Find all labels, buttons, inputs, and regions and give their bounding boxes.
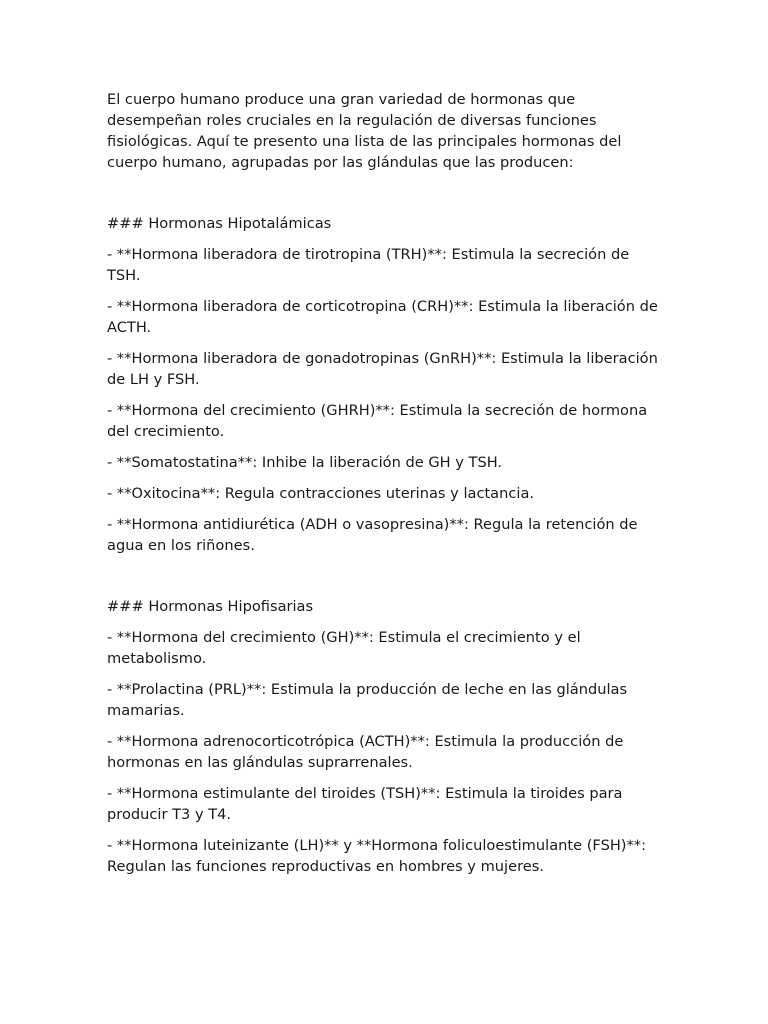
list-item: - **Hormona liberadora de tirotropina (TRH)**: Estimula la secreción de TSH.: [107, 246, 630, 284]
list-item: - **Hormona del crecimiento (GH)**: Estimula el crecimiento y el metabolismo.: [107, 629, 581, 667]
intro-paragraph: El cuerpo humano produce una gran variedad de hormonas que desempeñan roles cruciales en la regulación de diversas funciones fisiológicas. Aquí te presento una lista de las principales hormonas del cuerpo humano, agrupadas por las glándulas que las producen:: [107, 91, 622, 171]
section-heading: ### Hormonas Hipotalámicas: [107, 215, 332, 232]
section-spacer: [107, 566, 667, 596]
list-item: - **Oxitocina**: Regula contracciones uterinas y lactancia.: [107, 485, 535, 502]
list-item: - **Somatostatina**: Inhibe la liberación de GH y TSH.: [107, 454, 503, 471]
list-item: - **Hormona estimulante del tiroides (TSH)**: Estimula la tiroides para producir T3 y T4.: [107, 785, 623, 823]
section-hipofisarias: [107, 596, 667, 877]
list-item: - **Hormona liberadora de corticotropina (CRH)**: Estimula la liberación de ACTH.: [107, 298, 658, 336]
list-item: - **Hormona liberadora de gonadotropinas (GnRH)**: Estimula la liberación de LH y FSH.: [107, 350, 658, 388]
section-heading: ### Hormonas Hipofisarias: [107, 598, 314, 615]
list-item: - **Hormona luteinizante (LH)** y **Hormona foliculoestimulante (FSH)**: Regulan las funciones reproductivas en hombres y mujeres.: [107, 837, 647, 875]
section-hipotalamicas: [107, 213, 667, 556]
document-body: [107, 89, 667, 887]
list-item: - **Prolactina (PRL)**: Estimula la producción de leche en las glándulas mamarias.: [107, 681, 628, 719]
list-item: - **Hormona adrenocorticotrópica (ACTH)**: Estimula la producción de hormonas en las glándulas suprarrenales.: [107, 733, 624, 771]
list-item: - **Hormona antidiurética (ADH o vasopresina)**: Regula la retención de agua en los riñones.: [107, 516, 638, 554]
list-item: - **Hormona del crecimiento (GHRH)**: Estimula la secreción de hormona del crecimiento.: [107, 402, 648, 440]
